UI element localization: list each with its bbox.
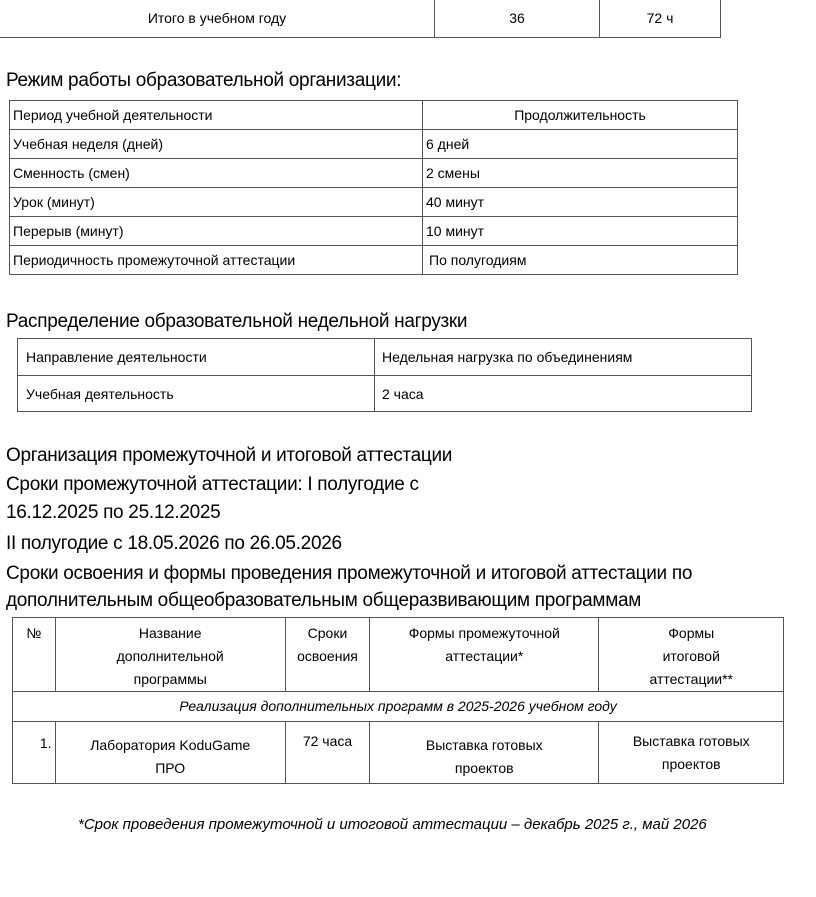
cell: Учебная деятельность [18,376,375,412]
cell: 2 часа [375,376,752,412]
cell: Учебная неделя (дней) [10,130,423,159]
cell: 10 минут [423,217,738,246]
cell: 1. [13,722,56,784]
cell: 40 минут [423,188,738,217]
attestation-line: 16.12.2025 по 25.12.2025 [6,502,221,523]
cell: Урок (минут) [10,188,423,217]
cell: 72 часа [285,722,369,784]
cell: 2 смены [423,159,738,188]
header-cell: Период учебной деятельности [10,101,423,130]
table-row [13,722,784,784]
table-row [10,130,738,159]
cell: 6 дней [423,130,738,159]
mode-table [9,100,738,275]
header-cell: Сроки освоения [285,618,369,692]
header-cell: Продолжительность [423,101,738,130]
header-cell: Формы промежуточной аттестации* [370,618,599,692]
cell: Периодичность промежуточной аттестации [10,246,423,275]
footnote: *Срок проведения промежуточной и итоговой аттестации – декабрь 2025 г., май 2026 [78,816,707,833]
header-cell: № [13,618,56,692]
header-cell: Формы итоговой аттестации** [599,618,784,692]
attestation-line: дополнительным общеобразовательным общеразвивающим программам [6,590,641,611]
load-table [17,338,752,412]
table-row [10,246,738,275]
summary-count: 36 [435,0,600,38]
load-title: Распределение образовательной недельной нагрузки [6,311,468,332]
table-row [10,159,738,188]
summary-label: Итого в учебном году [0,0,435,38]
table-header [18,339,752,376]
mode-title: Режим работы образовательной организации: [6,70,402,91]
cell: По полугодиям [423,246,738,275]
cell: Лаборатория KoduGame ПРО [55,722,285,784]
summary-table [0,0,721,38]
cell: Сменность (смен) [10,159,423,188]
cell: Выставка готовых проектов [599,722,784,784]
attestation-line: Сроки промежуточной аттестации: I полугодие с [6,474,419,495]
header-cell: Направление деятельности [18,339,375,376]
summary-hours: 72 ч [600,0,721,38]
section-cell: Реализация дополнительных программ в 2025-2026 учебном году [13,692,784,722]
cell: Выставка готовых проектов [370,722,599,784]
table-row [10,188,738,217]
header-cell: Название дополнительной программы [55,618,285,692]
table-row [18,376,752,412]
attestation-line: Сроки освоения и формы проведения промежуточной и итоговой аттестации по [6,563,693,584]
section-row [13,692,784,722]
table-header [13,618,784,692]
header-cell: Недельная нагрузка по объединениям [375,339,752,376]
table-row [10,217,738,246]
attestation-line: II полугодие с 18.05.2026 по 26.05.2026 [6,533,342,554]
table-header [10,101,738,130]
cell: Перерыв (минут) [10,217,423,246]
table-row [0,0,721,38]
attestation-title: Организация промежуточной и итоговой аттестации [6,445,453,466]
programs-table [12,617,784,784]
